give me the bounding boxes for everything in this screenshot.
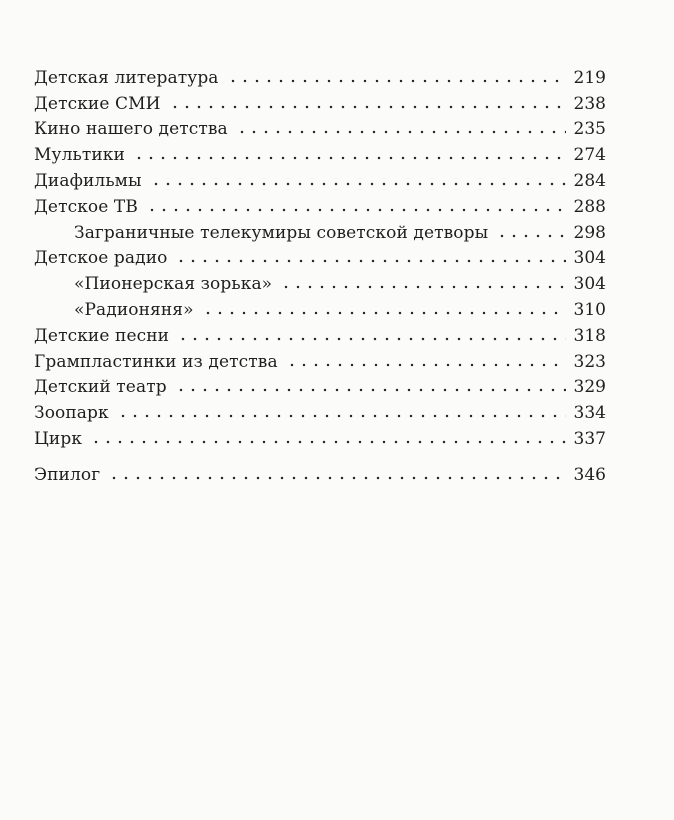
dot-leader	[150, 181, 566, 187]
toc-entry-page: 310	[573, 299, 606, 320]
toc-entry-page: 334	[573, 403, 606, 424]
dot-leader	[169, 104, 566, 110]
dot-leader	[202, 310, 566, 316]
toc-entry-title: Детские СМИ	[34, 93, 161, 114]
toc-entry	[34, 372, 606, 398]
dot-leader	[108, 475, 566, 481]
toc-entry-page: 274	[573, 145, 606, 166]
toc-entry-title: Кино нашего детства	[34, 119, 228, 140]
toc-entry	[34, 397, 606, 423]
toc-entry-page: 219	[573, 67, 606, 88]
toc-entry	[34, 165, 606, 191]
dot-leader	[175, 258, 566, 264]
dot-leader	[236, 129, 566, 135]
toc-entry-title: Заграничные телекумиры советской детворы	[74, 222, 489, 243]
toc-entry	[34, 423, 606, 449]
toc-entry-page: 298	[573, 222, 606, 243]
toc-entry-page: 288	[573, 196, 606, 217]
toc-subentry	[34, 268, 606, 294]
toc-entry-title: Диафильмы	[34, 170, 142, 191]
toc-entry	[34, 346, 606, 372]
toc-entry	[34, 139, 606, 165]
toc-entry	[34, 62, 606, 88]
toc-entry-page: 304	[573, 248, 606, 269]
toc-entry-title: Детская литература	[34, 67, 219, 88]
toc-entry-page: 346	[573, 464, 606, 485]
toc-entry-page: 235	[573, 119, 606, 140]
toc-entry-title: Детские песни	[34, 325, 170, 346]
toc-entry-title: Грампластинки из детства	[34, 351, 278, 372]
toc-entry-title: «Пионерская зорька»	[74, 274, 273, 295]
toc-entry	[34, 88, 606, 114]
toc-entry-title: «Радионяня»	[74, 299, 194, 320]
dot-leader	[146, 207, 566, 213]
dot-leader	[286, 362, 566, 368]
toc-entry	[34, 320, 606, 346]
toc-entry-title: Детское ТВ	[34, 196, 138, 217]
toc-entry-title: Детское радио	[34, 248, 168, 269]
dot-leader	[227, 78, 566, 84]
dot-leader	[177, 336, 566, 342]
toc-entry-title: Зоопарк	[34, 403, 109, 424]
toc-entry-title: Эпилог	[34, 464, 101, 485]
dot-leader	[496, 233, 566, 239]
toc-subentry	[34, 217, 606, 243]
dot-leader	[280, 284, 566, 290]
dot-leader	[117, 413, 566, 419]
table-of-contents	[34, 62, 606, 485]
toc-entry-page: 304	[573, 274, 606, 295]
toc-entry	[34, 243, 606, 269]
toc-entry-page: 284	[573, 170, 606, 191]
dot-leader	[133, 155, 566, 161]
toc-subentry	[34, 294, 606, 320]
toc-entry	[34, 114, 606, 140]
toc-entry-title: Детский театр	[34, 377, 167, 398]
toc-entry-page: 238	[573, 93, 606, 114]
toc-entry-page: 323	[573, 351, 606, 372]
dot-leader	[175, 387, 566, 393]
toc-entry	[34, 191, 606, 217]
toc-entry-page: 318	[573, 325, 606, 346]
toc-entry-page: 329	[573, 377, 606, 398]
dot-leader	[90, 439, 566, 445]
toc-entry-epilogue	[34, 459, 606, 485]
toc-entry-title: Цирк	[34, 428, 83, 449]
toc-entry-page: 337	[573, 428, 606, 449]
toc-entry-title: Мультики	[34, 145, 125, 166]
